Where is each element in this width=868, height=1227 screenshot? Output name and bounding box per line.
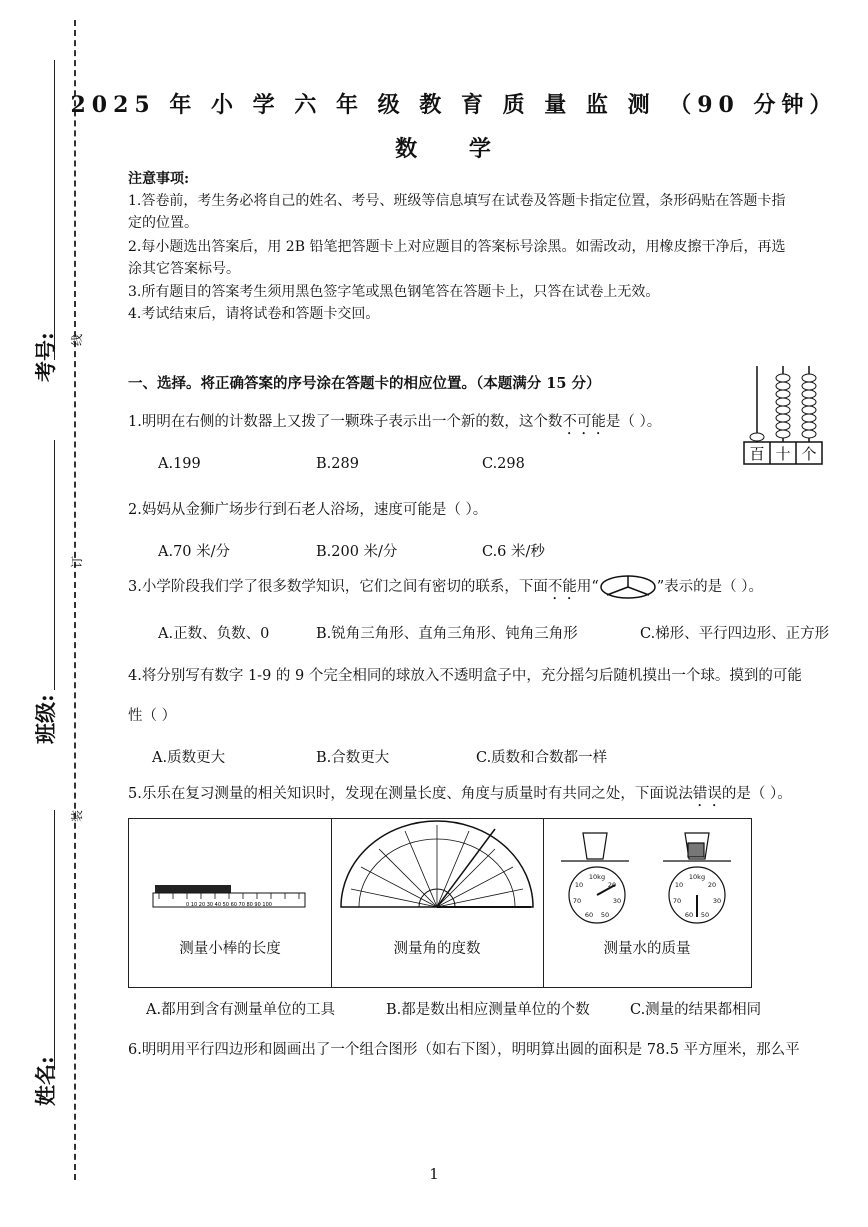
scale-number: 50	[600, 911, 610, 919]
question-4-cont: 性（ ）	[128, 708, 177, 724]
notice-line: 涂其它答案标号。	[128, 261, 240, 277]
scale-number: 70	[672, 897, 682, 905]
notice-line: 2.每小题选出答案后，用 2B 铅笔把答题卡上对应题目的答案标号涂黑。如需改动，用橡皮擦干净后，再选	[128, 239, 786, 255]
scale-number: 10	[674, 881, 684, 889]
q1-option-c[interactable]: C.298	[482, 456, 525, 472]
name-label: 姓名:	[33, 1056, 58, 1106]
scale-unit: 10kg	[688, 873, 706, 881]
question-3: 3.小学阶段我们学了很多数学知识，它们之间有密切的联系，下面不能用“ ”表示的是（ ）。	[128, 574, 763, 603]
scale-number: 60	[684, 911, 694, 919]
class-line	[54, 440, 55, 690]
binding-dashed-line	[74, 20, 76, 1180]
subject-title: 数 学	[395, 136, 513, 162]
question-5: 5.乐乐在复习测量的相关知识时，发现在测量长度、角度与质量时有共同之处，下面说法错误的是（ ）。	[128, 786, 792, 802]
exam-no-label: 考号:	[33, 332, 58, 382]
q5-option-a[interactable]: A.都用到含有测量单位的工具	[146, 1002, 336, 1018]
q4-option-c[interactable]: C.质数和合数都一样	[476, 750, 608, 766]
q4-option-b[interactable]: B.合数更大	[316, 750, 390, 766]
q5-option-b[interactable]: B.都是数出相应测量单位的个数	[386, 1002, 590, 1018]
notice-line: 4.考试结束后，请将试卷和答题卡交回。	[128, 306, 380, 322]
q3-option-b[interactable]: B.锐角三角形、直角三角形、钝角三角形	[316, 626, 578, 642]
class-label: 班级:	[33, 694, 58, 744]
ruler-panel	[129, 819, 332, 987]
notice-line: 1.答卷前，考生务必将自己的姓名、考号、班级等信息填写在试卷及答题卡指定位置，条形码贴在答题卡指	[128, 193, 786, 209]
scale-number: 30	[612, 897, 622, 905]
q5-option-c[interactable]: C.测量的结果都相同	[630, 1002, 762, 1018]
question-1: 1.明明在右侧的计数器上又拨了一颗珠子表示出一个新的数，这个数不可能是（ ）。	[128, 414, 662, 430]
ruler-numbers: 0 10 20 30 40 50 60 70 80 90 100	[186, 902, 272, 908]
abacus-label: 个	[801, 445, 817, 463]
scale-unit: 10kg	[588, 873, 606, 881]
caption-length: 测量小棒的长度	[179, 941, 281, 957]
scale-drawing	[543, 819, 751, 929]
scale-number: 20	[707, 881, 717, 889]
question-2: 2.妈妈从金狮广场步行到石老人浴场，速度可能是（ ）。	[128, 502, 488, 518]
q4-option-a[interactable]: A.质数更大	[152, 750, 226, 766]
protractor-drawing	[331, 819, 543, 929]
section-heading: 一、选择。将正确答案的序号涂在答题卡的相应位置。（本题满分 15 分）	[128, 375, 601, 392]
q2-option-a[interactable]: A.70 米/分	[158, 544, 231, 560]
q3-option-a[interactable]: A.正数、负数、0	[158, 626, 270, 642]
binding-mark-zhuang: 装	[70, 809, 84, 822]
caption-mass: 测量水的质量	[603, 941, 691, 957]
scale-number: 20	[607, 881, 617, 889]
scale-number: 50	[700, 911, 710, 919]
measurement-figure	[128, 818, 752, 988]
binding-mark-line: 线	[70, 333, 84, 346]
scale-number: 30	[712, 897, 722, 905]
q1-option-b[interactable]: B.289	[316, 456, 359, 472]
scale-number: 10	[574, 881, 584, 889]
notice-line: 定的位置。	[128, 215, 198, 231]
q3-option-c[interactable]: C.梯形、平行四边形、正方形	[640, 626, 830, 642]
scale-number: 70	[572, 897, 582, 905]
notice-heading: 注意事项:	[128, 171, 190, 187]
q2-option-b[interactable]: B.200 米/分	[316, 544, 398, 560]
venn-circle-icon	[599, 574, 657, 600]
abacus-figure	[743, 358, 823, 468]
scale-number: 60	[584, 911, 594, 919]
abacus-label: 十	[775, 445, 791, 463]
name-line	[54, 810, 55, 1070]
abacus-label: 百	[749, 445, 765, 463]
page-number: 1	[429, 1165, 439, 1183]
notice-line: 3.所有题目的答案考生须用黑色签字笔或黑色钢笔答在答题卡上，只答在试卷上无效。	[128, 284, 660, 300]
protractor-panel	[331, 819, 544, 987]
scale-panel	[543, 819, 751, 987]
question-6: 6.明明用平行四边形和圆画出了一个组合图形（如右下图），明明算出圆的面积是 78.5 平方厘米，那么平	[128, 1042, 800, 1058]
exam-title: 2025 年 小 学 六 年 级 教 育 质 量 监 测 （90 分钟）	[70, 92, 838, 118]
q1-option-a[interactable]: A.199	[158, 456, 201, 472]
caption-angle: 测量角的度数	[393, 941, 481, 957]
question-4: 4.将分别写有数字 1-9 的 9 个完全相同的球放入不透明盒子中，充分摇匀后随机摸出一个球。摸到的可能	[128, 668, 802, 684]
binding-mark-ding: 订	[70, 555, 84, 568]
ruler-drawing	[129, 819, 331, 929]
q2-option-c[interactable]: C.6 米/秒	[482, 544, 545, 560]
